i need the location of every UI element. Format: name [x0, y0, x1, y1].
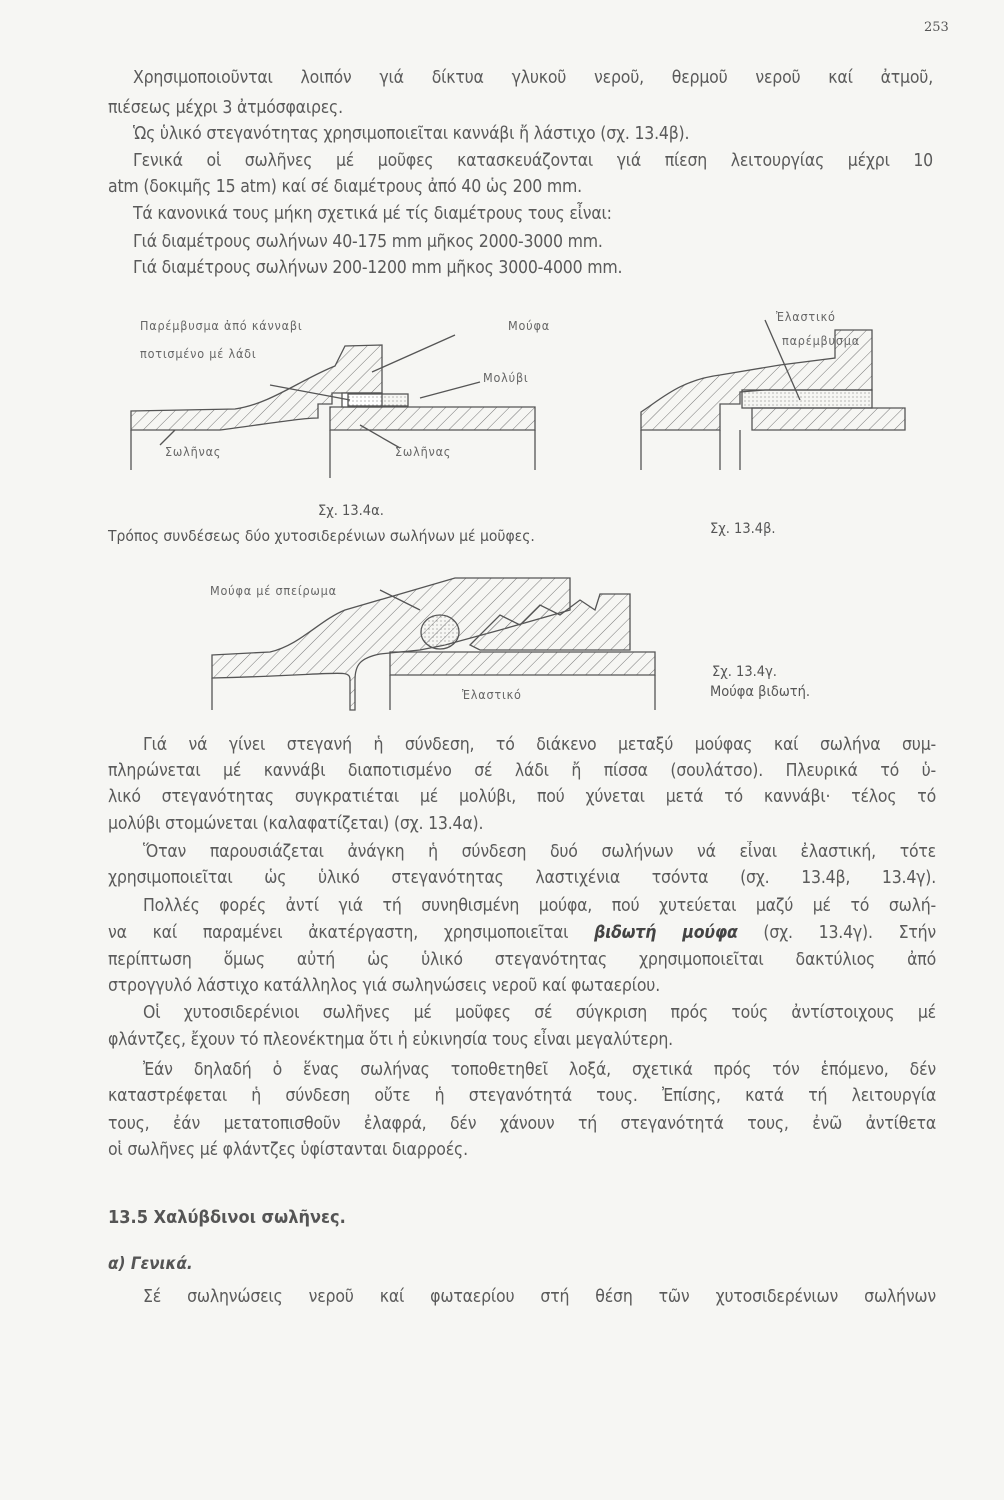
text-line: μολύβι στομώνεται (καλαφατίζεται) (σχ. 13.4α).: [108, 814, 484, 834]
text-line: Γιά διαμέτρους σωλήνων 40-175 mm μῆκος 2000-3000 mm.: [133, 232, 603, 252]
subsection-heading: α) Γενικά.: [108, 1254, 193, 1274]
text-line: Ἐάν δηλαδή ὁ ἕνας σωλήνας τοποθετηθεῖ λοξά, σχετικά πρός τόν ἑπόμενο, δέν: [143, 1060, 936, 1080]
text-line: χρησιμοποιεῖται ὡς ὑλικό στεγανότητας λαστιχένια τσόντα (σχ. 13.4β, 13.4γ).: [108, 868, 936, 888]
figure-caption: Μούφα βιδωτή.: [710, 684, 811, 700]
text-line: Γιά νά γίνει στεγανή ἡ σύνδεση, τό διάκενο μεταξύ μούφας καί σωλήνα συμ-: [143, 735, 936, 755]
figure-label: Ἐλαστικό: [776, 309, 836, 324]
figure-label: Παρέμβυσμα ἀπό κάνναβι: [140, 318, 303, 333]
text-line: στρογγυλό λάστιχο κατάλληλος γιά σωληνώσεις νεροῦ καί φωταερίου.: [108, 976, 660, 996]
text-line: πιέσεως μέχρι 3 ἀτμόσφαιρες.: [108, 98, 343, 118]
text-span: (σχ. 13.4γ). Στήν: [737, 923, 936, 943]
text-line: Πολλές φορές ἀντί γιά τή συνηθισμένη μούφα, πού χυτεύεται μαζύ μέ τό σωλή-: [143, 896, 936, 916]
text-line: atm (δοκιμῆς 15 atm) καί σέ διαμέτρους ἀπό 40 ὡς 200 mm.: [108, 177, 582, 197]
figure-label: Ἐλαστικό: [462, 687, 522, 702]
text-line: Ὡς ὑλικό στεγανότητας χρησιμοποιεῖται καννάβι ἤ λάστιχο (σχ. 13.4β).: [133, 124, 690, 144]
figure-label: Μούφα μέ σπείρωμα: [210, 583, 337, 598]
text-line: περίπτωση ὅμως αὐτή ὡς ὑλικό στεγανότητας χρησιμοποιεῖται δακτύλιος ἀπό: [108, 950, 936, 970]
text-line: Τά κανονικά τους μήκη σχετικά μέ τίς διαμέτρους τους εἶναι:: [133, 204, 612, 224]
text-line: λικό στεγανότητας συγκρατιέται μέ μολύβι, πού χύνεται μετά τό καννάβι· τέλος τό: [108, 787, 936, 807]
figure-label: ποτισμένο μέ λάδι: [140, 346, 257, 361]
figure-label: Σωλῆνας: [165, 444, 222, 459]
text-line: οἱ σωλῆνες μέ φλάντζες ὑφίστανται διαρροές.: [108, 1140, 468, 1160]
figure-number: Σχ. 13.4α.: [318, 503, 384, 519]
text-line: Οἱ χυτοσιδερένιοι σωλῆνες μέ μοῦφες σέ σύγκριση πρός τούς ἀντίστοιχους μέ: [143, 1003, 936, 1023]
section-heading: 13.5 Χαλύβδινοι σωλῆνες.: [108, 1207, 346, 1228]
figure-number: Σχ. 13.4β.: [710, 521, 776, 537]
figure-label: Σωλῆνας: [395, 444, 452, 459]
text-line: Χρησιμοποιοῦνται λοιπόν γιά δίκτυα γλυκοῦ νεροῦ, θερμοῦ νεροῦ καί ἀτμοῦ,: [133, 68, 933, 88]
figure-13-4b: [641, 320, 905, 470]
text-line: τους, ἐάν μετατοπισθοῦν ἐλαφρά, δέν χάνουν τή στεγανότητά τους, ἐνῶ ἀντίθετα: [108, 1114, 936, 1134]
figure-label: Μολύβι: [483, 370, 529, 385]
emphasis-text: βιδωτή μούφα: [594, 923, 738, 943]
page-number: 253: [924, 20, 949, 35]
text-span: να καί παραμένει ἀκατέργαστη, χρησιμοποιεῖται: [108, 923, 595, 943]
text-line: Σέ σωληνώσεις νεροῦ καί φωταερίου στή θέση τῶν χυτοσιδερένιων σωλήνων: [143, 1287, 936, 1307]
text-line: [108, 922, 936, 944]
text-line: Γενικά οἱ σωλῆνες μέ μοῦφες κατασκευάζονται γιά πίεση λειτουργίας μέχρι 10: [133, 151, 933, 171]
text-line: φλάντζες, ἔχουν τό πλεονέκτημα ὅτι ἡ εὐκινησία τους εἶναι μεγαλύτερη.: [108, 1030, 673, 1050]
text-line: Ὅταν παρουσιάζεται ἀνάγκη ἡ σύνδεση δυό σωλήνων νά εἶναι ἐλαστική, τότε: [143, 842, 936, 862]
figure-number: Σχ. 13.4γ.: [712, 664, 777, 680]
text-line: καταστρέφεται ἡ σύνδεση οὔτε ἡ στεγανότητά τους. Ἐπίσης, κατά τή λειτουργία: [108, 1086, 936, 1106]
figure-label: Μούφα: [508, 318, 550, 333]
figure-caption: Τρόπος συνδέσεως δύο χυτοσιδερένιων σωλήνων μέ μοῦφες.: [108, 527, 535, 545]
text-line: πληρώνεται μέ καννάβι διαποτισμένο σέ λάδι ἤ πίσσα (σουλάτσο). Πλευρικά τό ὑ-: [108, 761, 936, 781]
figure-label: παρέμβυσμα: [782, 333, 860, 348]
text-line: Γιά διαμέτρους σωλήνων 200-1200 mm μῆκος 3000-4000 mm.: [133, 258, 623, 278]
